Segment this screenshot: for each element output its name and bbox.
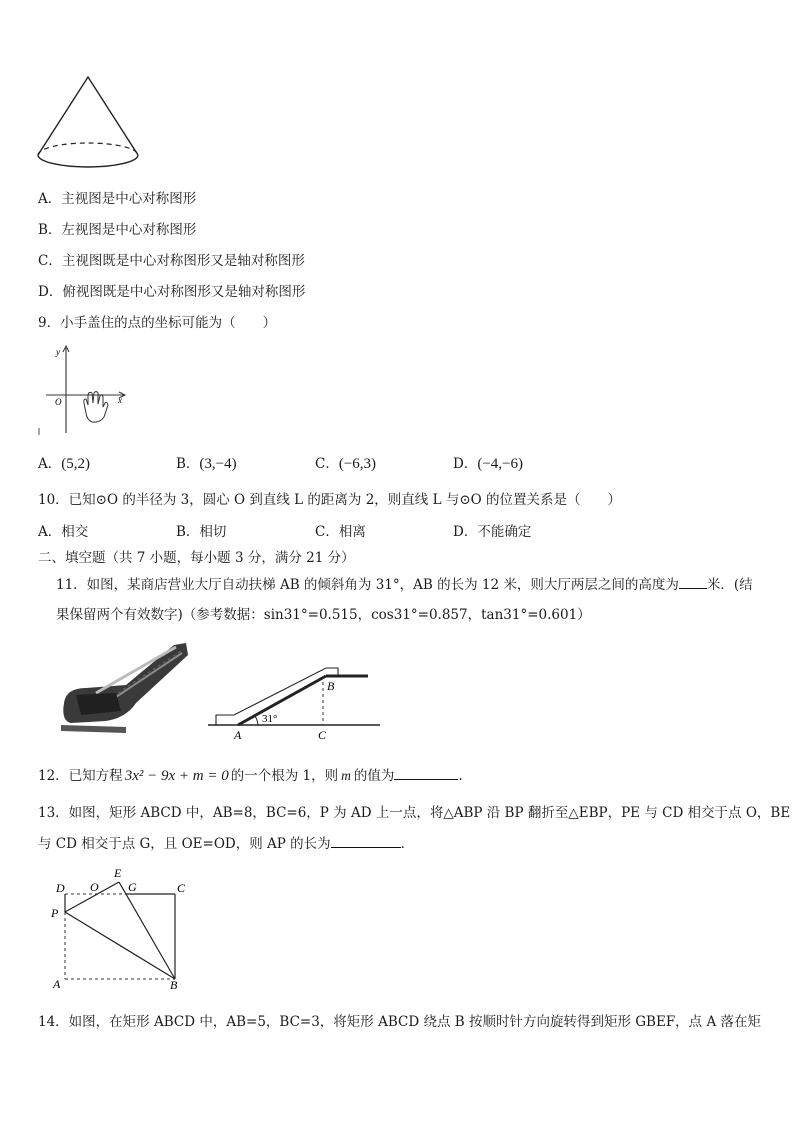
q9-option-c-value: (−6,3)	[338, 456, 377, 472]
q11-angle-label: 31°	[262, 713, 278, 725]
cone-figure	[30, 72, 150, 177]
q9-option-c: C．(−6,3)	[315, 456, 377, 472]
section-heading: 二、填空题（共 7 小题，每小题 3 分，满分 21 分）	[38, 550, 355, 566]
q13-label-o: O	[90, 880, 99, 894]
q9-option-a: A．(5,2)	[38, 456, 90, 472]
q9-option-a-value: (5,2)	[61, 456, 90, 472]
q11-label-a: A	[234, 728, 242, 742]
q9-coordinate-figure	[36, 343, 136, 438]
q9-option-d-value: (−4,−6)	[477, 456, 523, 472]
q13-line1: 13．如图，矩形 ABCD 中，AB=8，BC=6，P 为 AD 上一点，将△ABP 沿 BP 翻折至△EBP，PE 与 CD 相交于点 O，BE	[38, 805, 791, 821]
hand-icon	[84, 392, 108, 423]
q9-option-d: D．(−4,−6)	[453, 456, 523, 472]
q8-option-b: B．左视图是中心对称图形	[38, 222, 197, 238]
q8-option-c: C．主视图既是中心对称图形又是轴对称图形	[38, 253, 305, 269]
q8-option-a: A．主视图是中心对称图形	[38, 191, 197, 207]
q11-line1: 11．如图，某商店营业大厅自动扶梯 AB 的倾斜角为 31°，AB 的长为 12 米，则大厅两层之间的高度为 米．(结	[56, 577, 753, 593]
q11-label-c: C	[318, 728, 327, 742]
q12-var: m	[341, 768, 351, 783]
q10-option-a: A．相交	[38, 524, 89, 540]
q12-answer-blank	[394, 778, 458, 780]
q13-label-a: A	[53, 977, 61, 991]
q9-x-label: x	[118, 395, 122, 405]
q11-line2: 果保留两个有效数字)（参考数据：sin31°=0.515，cos31°=0.857，tan31°=0.601）	[56, 607, 591, 623]
q9-origin-label: O	[55, 397, 62, 407]
q11-answer-blank	[679, 587, 707, 589]
q9-y-label: y	[56, 347, 60, 357]
q13-label-b: B	[170, 978, 178, 992]
q12-line: 12．已知方程 3x² − 9x + m = 0 的一个根为 1，则 m 的值为 .	[38, 768, 463, 784]
q8-option-d: D．俯视图既是中心对称图形又是轴对称图形	[38, 284, 306, 300]
q11-label-b: B	[327, 679, 335, 693]
q13-label-g: G	[128, 880, 137, 894]
q10-option-d: D．不能确定	[453, 524, 532, 540]
q13-label-d: D	[56, 881, 65, 895]
q9-option-b: B．(3,−4)	[176, 456, 237, 472]
q10-stem: 10．已知⊙O 的半径为 3，圆心 O 到直线 L 的距离为 2，则直线 L 与⊙O 的位置关系是（ ）	[38, 492, 622, 508]
q13-answer-blank	[331, 846, 401, 848]
q9-stem: 9．小手盖住的点的坐标可能为（ ）	[38, 315, 277, 331]
q10-option-b: B．相切	[176, 524, 227, 540]
q10-option-c: C．相离	[315, 524, 366, 540]
q12-equation: 3x² − 9x + m = 0	[124, 768, 229, 784]
q13-label-e: E	[114, 866, 122, 880]
q13-label-c: C	[177, 881, 186, 895]
rectangle-fold-figure	[48, 862, 198, 994]
q13-line2: 与 CD 相交于点 G，且 OE=OD，则 AP 的长为 ．	[38, 836, 415, 852]
escalator-photo	[56, 633, 196, 741]
q14-line1: 14．如图，在矩形 ABCD 中，AB=5，BC=3，将矩形 ABCD 绕点 B 按顺时针方向旋转得到矩形 GBEF，点 A 落在矩	[38, 1014, 762, 1030]
q9-option-b-value: (3,−4)	[199, 456, 237, 472]
escalator-diagram	[208, 660, 383, 742]
q13-label-p: P	[51, 906, 59, 920]
